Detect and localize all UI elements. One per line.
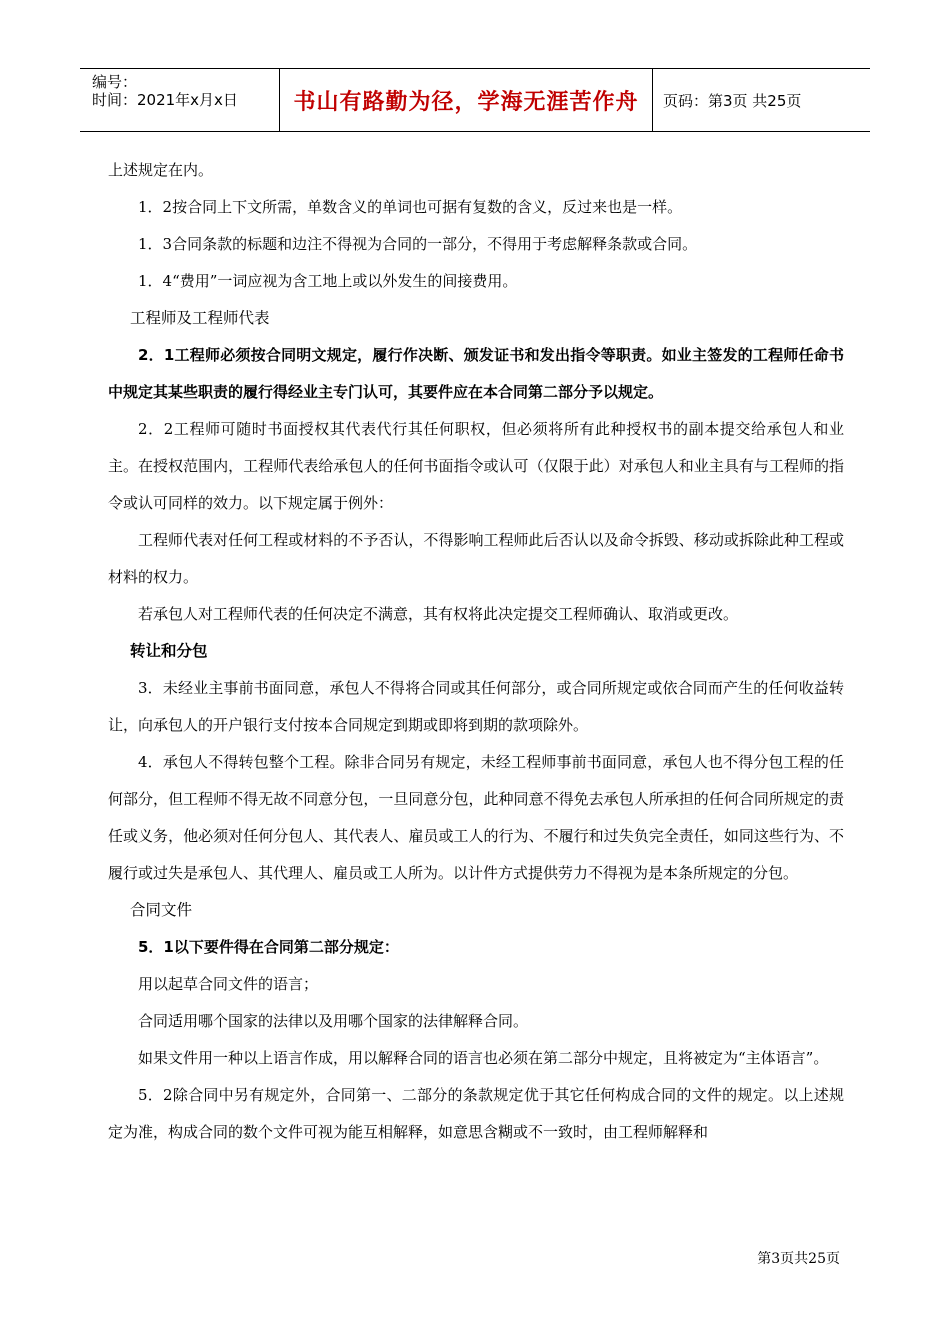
- section-heading-engineer: 工程师及工程师代表: [130, 309, 270, 327]
- page-footer: 第3页共25页: [757, 1251, 840, 1267]
- header-meta: [80, 69, 280, 131]
- document-number-label: 编号：: [92, 73, 138, 91]
- paragraph: 工程师代表对任何工程或材料的不予否认，不得影响工程师此后否认以及命令拆毁、移动或拆除此种工程或材料的权力。: [108, 531, 844, 586]
- paragraph: 如果文件用一种以上语言作成，用以解释合同的语言也必须在第二部分中规定，且将被定为“主体语言”。: [138, 1049, 829, 1067]
- clause-2-2: 2．2工程师可随时书面授权其代表代行其任何职权，但必须将所有此种授权书的副本提交给承包人和业主。在授权范围内，工程师代表给承包人的任何书面指令或认可（仅限于此）对承包人和业主具有与工程师的指令或认可同样的效力。以下规定属于例外：: [108, 420, 844, 512]
- clause-1-2: 1．2按合同上下文所需，单数含义的单词也可据有复数的含义，反过来也是一样。: [138, 198, 683, 216]
- clause-1-3: 1．3合同条款的标题和边注不得视为合同的一部分，不得用于考虑解释条款或合同。: [138, 235, 698, 253]
- paragraph: 若承包人对工程师代表的任何决定不满意，其有权将此决定提交工程师确认、取消或更改。: [138, 605, 739, 623]
- header-motto: 书山有路勤为径，学海无涯苦作舟: [280, 69, 653, 131]
- clause-5-2: 5．2除合同中另有规定外，合同第一、二部分的条款规定优于其它任何构成合同的文件的规定。以上述规定为准，构成合同的数个文件可视为能互相解释，如意思含糊或不一致时，由工程师解释和: [108, 1086, 844, 1141]
- header-page-info: 页码：第3页 共25页: [663, 91, 802, 110]
- document-body: [108, 152, 844, 1151]
- clause-2-1: 2．1工程师必须按合同明文规定，履行作决断、颁发证书和发出指令等职责。如业主签发的工程师任命书中规定其某些职责的履行得经业主专门认可，其要件应在本合同第二部分予以规定。: [108, 346, 844, 401]
- section-heading-contract-documents: 合同文件: [130, 901, 193, 919]
- clause-4: 4．承包人不得转包整个工程。除非合同另有规定，未经工程师事前书面同意，承包人也不得分包工程的任何部分，但工程师不得无故不同意分包，一旦同意分包，此种同意不得免去承包人所承担的任何合同所规定的责任或义务，他必须对任何分包人、其代表人、雇员或工人的行为、不履行和过失负完全责任，如同这些行为、不履行或过失是承包人、其代理人、雇员或工人所为。以计件方式提供劳力不得视为是本条所规定的分包。: [108, 753, 844, 882]
- paragraph: 上述规定在内。: [108, 161, 214, 179]
- clause-1-4: 1．4“费用”一词应视为含工地上或以外发生的间接费用。: [138, 272, 518, 290]
- clause-5-1: 5．1以下要件得在合同第二部分规定：: [138, 938, 399, 956]
- paragraph: 合同适用哪个国家的法律以及用哪个国家的法律解释合同。: [138, 1012, 529, 1030]
- section-heading-assignment: 转让和分包: [130, 642, 208, 660]
- paragraph: 用以起草合同文件的语言；: [138, 975, 319, 993]
- clause-3: 3．未经业主事前书面同意，承包人不得将合同或其任何部分，或合同所规定或依合同而产生的任何收益转让，向承包人的开户银行支付按本合同规定到期或即将到期的款项除外。: [108, 679, 844, 734]
- page-header: [80, 68, 870, 132]
- document-date: 时间：2021年x月x日: [92, 91, 238, 109]
